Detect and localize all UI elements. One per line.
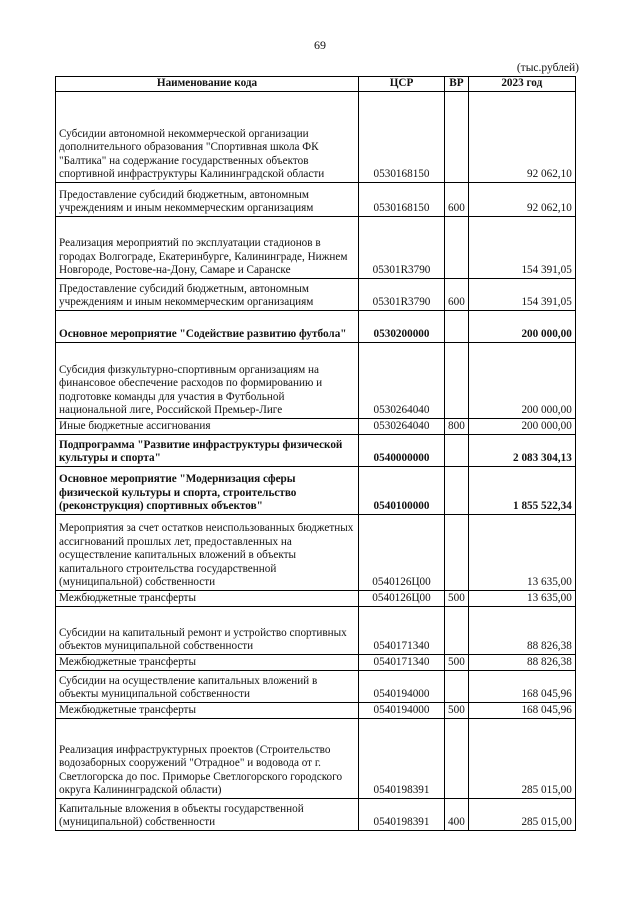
row-amount: 200 000,00 — [468, 311, 575, 343]
row-name: Мероприятия за счет остатков неиспользованных бюджетных ассигнований прошлых лет, предоставленных на осуществление капитальных вложений в объекты капитального строительства государственной (муниципальной) собственности — [56, 515, 359, 591]
row-amount: 88 826,38 — [468, 607, 575, 655]
row-amount: 285 015,00 — [468, 719, 575, 799]
row-csr: 0540198391 — [359, 719, 445, 799]
table-row — [56, 311, 576, 343]
row-name: Субсидии автономной некоммерческой организации дополнительного образования "Спортивная школа ФК "Балтика" на содержание государственных объектов спортивной инфраструктуры Калининградской области — [56, 92, 359, 183]
row-vr — [445, 435, 469, 467]
row-amount: 92 062,10 — [468, 183, 575, 217]
row-vr: 600 — [445, 279, 469, 311]
row-amount: 1 855 522,34 — [468, 467, 575, 515]
table-row — [56, 183, 576, 217]
row-csr: 05301R3790 — [359, 217, 445, 279]
row-amount: 154 391,05 — [468, 279, 575, 311]
row-csr: 0540194000 — [359, 703, 445, 719]
row-csr: 0540171340 — [359, 607, 445, 655]
row-vr — [445, 467, 469, 515]
row-vr: 600 — [445, 183, 469, 217]
row-csr: 0530264040 — [359, 419, 445, 435]
table-row — [56, 343, 576, 419]
row-name: Межбюджетные трансферты — [56, 655, 359, 671]
row-vr: 500 — [445, 655, 469, 671]
table-row — [56, 607, 576, 655]
row-csr: 0540126Ц00 — [359, 515, 445, 591]
row-csr: 0530168150 — [359, 183, 445, 217]
row-csr: 0540000000 — [359, 435, 445, 467]
row-vr: 800 — [445, 419, 469, 435]
header-year: 2023 год — [468, 77, 575, 92]
row-amount: 200 000,00 — [468, 419, 575, 435]
row-amount: 2 083 304,13 — [468, 435, 575, 467]
table-row — [56, 591, 576, 607]
row-name: Реализация мероприятий по эксплуатации стадионов в городах Волгограде, Екатеринбурге, Калининграде, Нижнем Новгороде, Ростове-на-Дону, Самаре и Саранске — [56, 217, 359, 279]
header-name: Наименование кода — [56, 77, 359, 92]
row-csr: 05301R3790 — [359, 279, 445, 311]
page-number: 69 — [314, 38, 326, 52]
row-amount: 13 635,00 — [468, 591, 575, 607]
row-amount: 13 635,00 — [468, 515, 575, 591]
table-row — [56, 92, 576, 183]
units-label: (тыс.рублей) — [516, 62, 579, 74]
row-name: Иные бюджетные ассигнования — [56, 419, 359, 435]
row-csr: 0540126Ц00 — [359, 591, 445, 607]
table-row — [56, 719, 576, 799]
row-name: Субсидии на осуществление капитальных вложений в объекты муниципальной собственности — [56, 671, 359, 703]
row-vr — [445, 92, 469, 183]
budget-table — [55, 76, 576, 831]
row-csr: 0530168150 — [359, 92, 445, 183]
table-row — [56, 671, 576, 703]
header-vr: ВР — [445, 77, 469, 92]
row-amount: 88 826,38 — [468, 655, 575, 671]
row-csr: 0540198391 — [359, 799, 445, 831]
row-name: Межбюджетные трансферты — [56, 591, 359, 607]
table-row — [56, 515, 576, 591]
row-amount: 154 391,05 — [468, 217, 575, 279]
row-name: Капитальные вложения в объекты государственной (муниципальной) собственности — [56, 799, 359, 831]
row-vr — [445, 311, 469, 343]
row-amount: 168 045,96 — [468, 703, 575, 719]
table-row — [56, 703, 576, 719]
row-vr — [445, 671, 469, 703]
table-row — [56, 217, 576, 279]
table-row — [56, 279, 576, 311]
row-amount: 92 062,10 — [468, 92, 575, 183]
row-vr: 500 — [445, 703, 469, 719]
row-name: Субсидия физкультурно-спортивным организациям на финансовое обеспечение расходов по формированию и подготовке команды для участия в Футбольной национальной лиге, Российской Премьер-Лиге — [56, 343, 359, 419]
row-csr: 0530200000 — [359, 311, 445, 343]
row-name: Основное мероприятие "Модернизация сферы физической культуры и спорта, строительство (реконструкция) спортивных объектов" — [56, 467, 359, 515]
table-row — [56, 655, 576, 671]
row-vr: 400 — [445, 799, 469, 831]
row-vr — [445, 343, 469, 419]
row-name: Реализация инфраструктурных проектов (Строительство водозаборных сооружений "Отрадное" и водовода от г. Светлогорска до пос. Приморье Светлогорского городского округа Калининградской области) — [56, 719, 359, 799]
row-vr: 500 — [445, 591, 469, 607]
row-name: Предоставление субсидий бюджетным, автономным учреждениям и иным некоммерческим организациям — [56, 183, 359, 217]
row-vr — [445, 217, 469, 279]
table-row — [56, 419, 576, 435]
row-vr — [445, 719, 469, 799]
row-name: Субсидии на капитальный ремонт и устройство спортивных объектов муниципальной собственности — [56, 607, 359, 655]
row-amount: 168 045,96 — [468, 671, 575, 703]
row-amount: 200 000,00 — [468, 343, 575, 419]
table-row — [56, 799, 576, 831]
header-csr: ЦСР — [359, 77, 445, 92]
row-csr: 0540100000 — [359, 467, 445, 515]
row-vr — [445, 515, 469, 591]
row-name: Основное мероприятие "Содействие развитию футбола" — [56, 311, 359, 343]
table-header-row — [56, 77, 576, 92]
row-name: Подпрограмма "Развитие инфраструктуры физической культуры и спорта" — [56, 435, 359, 467]
table-row — [56, 467, 576, 515]
table-row — [56, 435, 576, 467]
row-csr: 0540194000 — [359, 671, 445, 703]
row-csr: 0530264040 — [359, 343, 445, 419]
row-name: Межбюджетные трансферты — [56, 703, 359, 719]
row-csr: 0540171340 — [359, 655, 445, 671]
row-name: Предоставление субсидий бюджетным, автономным учреждениям и иным некоммерческим организациям — [56, 279, 359, 311]
row-amount: 285 015,00 — [468, 799, 575, 831]
row-vr — [445, 607, 469, 655]
